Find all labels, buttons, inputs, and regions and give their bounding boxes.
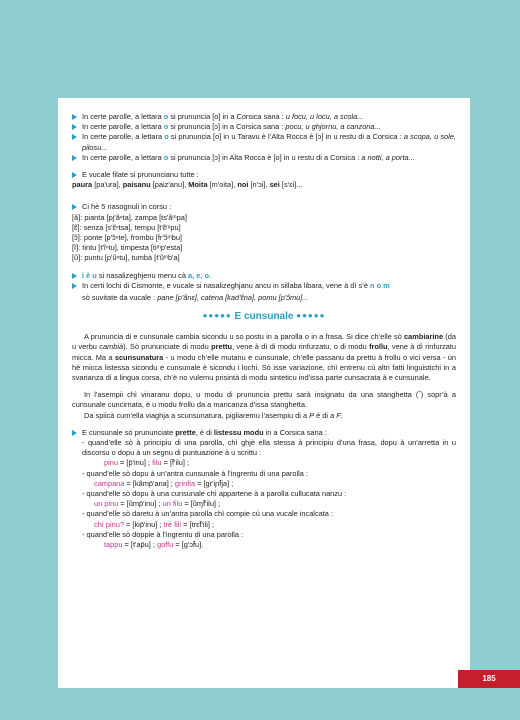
text: frollu [369,342,388,352]
highlight: n [369,280,375,290]
phonetic: = [t'ap̄u] ; [122,540,157,550]
text: . [340,410,343,420]
text: In certe parolle, a lettara [82,132,165,142]
phonetic: = [ũɱf̄'ilu] ; [182,499,221,509]
highlight: m [383,280,390,290]
highlight: a, e, o. [188,270,212,280]
text: si prununcia [ɔ] in a Corsica sana : [168,122,286,132]
example-line [72,479,456,489]
spacer [72,190,456,202]
spacer [72,264,456,271]
text: prette [175,427,196,437]
heading: E cunsunale [234,311,294,322]
list-item [72,132,456,152]
word: paura [72,180,93,190]
list-item [72,122,456,132]
phonetic: = [f̄'ilu] ; [161,458,190,468]
word: pinu [104,458,118,468]
triangle-bullet-icon [72,155,77,161]
text: cambià [99,342,124,352]
text: P [309,410,315,420]
text: , è di [195,427,214,437]
list-item [72,170,456,180]
filate-examples: paura [pa'ura], paisanu [paiz'anu], Moita [m'oita], noi [n'ɔi], sei [s'ɛi]... [72,180,303,190]
list-item [72,202,456,212]
triangle-bullet-icon [72,273,77,279]
list-item [72,428,456,438]
example-line [72,458,456,468]
text: si prununcia [o] in a Corsica sana : [168,112,286,121]
word: trè fili [163,519,182,529]
phonetic: [m'oita] [209,180,234,190]
list-item [72,271,456,281]
text: sò suvitate da vucale : [82,293,158,303]
text: scunsunatura [114,352,164,362]
word: un filu [162,499,183,509]
word: filu [152,458,162,468]
page [58,98,470,688]
dots-decoration: ●●●●● [296,311,326,321]
word: un pinu [94,499,119,509]
phonetic: [n'ɔi] [250,180,266,190]
word: Moita [188,180,208,190]
triangle-bullet-icon [72,134,77,140]
word: grinfia [174,478,196,488]
paragraph: In l’asempii chì vinaranu dopu, u modu di prununcia prettu sarà insignatu da una stanghetta (‾) sopr’à a cunsunale cuncirnata, è u modu frollu da a mancanza d’issa stanghetta. [72,390,456,410]
phonetic: = [gr'iɲf̄ja] ; [195,478,234,488]
nasal-line: [ɛ̃]: senza [s'ɛ̃ⁿtsa], tempu [t'ɛ̃ᵐpu] [72,222,181,232]
word: paisanu [122,180,151,190]
text: in a Corsica sana : [263,427,327,437]
phonetic: [paiz'anu] [152,180,185,190]
text: E cunsunale sò prununciate [82,427,176,437]
text: F [336,410,341,420]
example: a notti, a porta... [361,152,415,162]
text: E vucale filate si prununcianu tutte : [82,170,199,180]
text: si prununcia [o] in u Taravu è l’Alta Rocca è [ɔ] in u restu di a Corsica : [168,132,404,142]
highlight: ì è [82,270,93,280]
word: chì pinu? [94,519,124,529]
nasal-line: [ɔ̃]: ponte [p'ɔ̃ⁿte], frombu [fr'ɔ̃ᵐbu] [72,233,182,243]
text: si prununcia [ɔ] in Alta Rocca è [o] in u restu di a Corsica : [168,152,362,162]
list-item [72,153,456,163]
triangle-bullet-icon [72,204,77,210]
dots-decoration: ●●●●● [202,311,232,321]
page-number: 185 [458,670,520,688]
phonetic: [pa'ura] [94,180,119,190]
highlight: o [376,280,382,290]
triangle-bullet-icon [72,430,77,436]
paragraph [72,332,456,383]
example: pane [p'ãnɛ], catena [kad'ɛ̃na], pomu [p'ɔ̃mu]... [157,293,309,303]
example: a scopa, u sole, pilosu... [82,132,456,152]
nasal-line: [ĩ]: tintu [t'ĩⁿtu], timpesta [tiᵐp'esta] [72,243,183,253]
list-item [72,112,456,122]
triangle-bullet-icon [72,114,77,120]
letter-o: o [163,122,169,132]
word: tappu [104,540,123,550]
highlight: u [92,270,97,280]
paragraph [72,411,456,421]
letter-o: o [163,152,169,162]
list-item [72,281,456,291]
word: goffu [157,540,174,550]
list-item-cont [72,293,456,303]
text: listessu modu [213,427,264,437]
text: (da u verbu [72,332,456,352]
example-line [72,540,456,550]
text: prettu [211,342,233,352]
triangle-bullet-icon [72,172,77,178]
text: cambiarine [404,332,444,342]
example-line [72,520,456,530]
phonetic: = [kãmp̄'ana] ; [124,478,175,488]
example: pocu, u ghjornu, a canzona... [285,122,381,132]
phonetic: = [p̄'inu] ; [117,458,153,468]
text: In certe parolle, a lettara [82,112,164,121]
text: A prununcia di e cunsunale cambia sicondu u so postu in a parolla o in a frasa. Si dice ch’elle sò [84,332,405,342]
text: è di a [314,410,337,420]
rule-text: - quand’elle sò à principiu di una parolla, chì ghjè ella stessa à principiu d’una frasa, dopu à un’arretta in u discorsu o dopu à un segnu di puntuazione à u scrittu : [82,438,456,458]
spacer [72,421,456,428]
rule-text: - quand’elle sò doppie à l’ingrentu di una parolla : [82,529,244,539]
text: - u modu ch’elle mutanu e cunsunale, ch’elle passanu da prettu à frollu o vici versa - ùn hè micca listessa sicondu e cunsunale è sicondu i lochi. Sò isse variazione, chì entrenu cù altri fatti linguistichi in a svarianza di a lingua corsa, ch’è no vulemu prisintà di modu sinteticu ind’issa parte cunsacrata à e cunsunale. [72,352,457,383]
word: sei [269,180,280,190]
example-line [72,499,456,509]
triangle-bullet-icon [72,124,77,130]
spacer [72,383,456,390]
letter-o: o [164,132,169,142]
word: campana [94,478,125,488]
text: , vene à dì di modu rinfurzatu, o di modu [232,342,370,352]
phonetic: = [kip̄'inu] ; [124,519,164,529]
example: u focu, u locu, a scola... [285,112,364,121]
word: noi [237,180,249,190]
rule-text: - quand’elle sò dopu à un’antra cunsunale à l’ingrentu di una parolla : [82,468,308,478]
nasal-line: [ã]: pianta [pj'ãⁿta], zampa [ts'ãᵐpa] [72,212,187,222]
triangle-bullet-icon [72,283,77,289]
nasal-line: [ũ]: puntu [p'ũⁿtu], tumbà [t'ũᵐb'a] [72,253,180,263]
rule-text: - quand’elle sò dopu à una cunsunale chì appartene à a parolla cullucata nanzu : [82,489,347,499]
phonetic: = [ũmp̄'inu] ; [118,499,163,509]
phonetic: = [g'ɔf̄u]. [173,540,204,550]
phonetic: = [trɛf̄'ili] ; [181,519,215,529]
text: si nasalizeghjenu menu cà [96,270,189,280]
letter-o: o [163,112,169,121]
section-title [72,311,456,322]
text: Da spiicà cum’ella viaghja a scunsunatura, pigliaremu l’asempiu di a [84,410,310,420]
text: ). Sò prununciate di modu [123,342,212,352]
text: Ci hè 5 nasognuli in corsu : [82,202,172,212]
text: In certi lochi di Cismonte, e vucale si nasalizeghjanu ancu in sillaba libara, vene à dì s’è [82,280,370,290]
text: In certe parolle, a lettara [82,152,164,162]
text: , vene à dì rinfurzatu micca. Ma a [72,342,457,362]
rule-text: - quand’elle sò daretu à un’antra parolla chì compie cù una vucale incalcata : [82,509,334,519]
phonetic: [s'ɛi]... [281,180,303,190]
text: In certe parolle, a lettara [82,122,164,132]
content [72,112,456,550]
spacer [72,163,456,170]
